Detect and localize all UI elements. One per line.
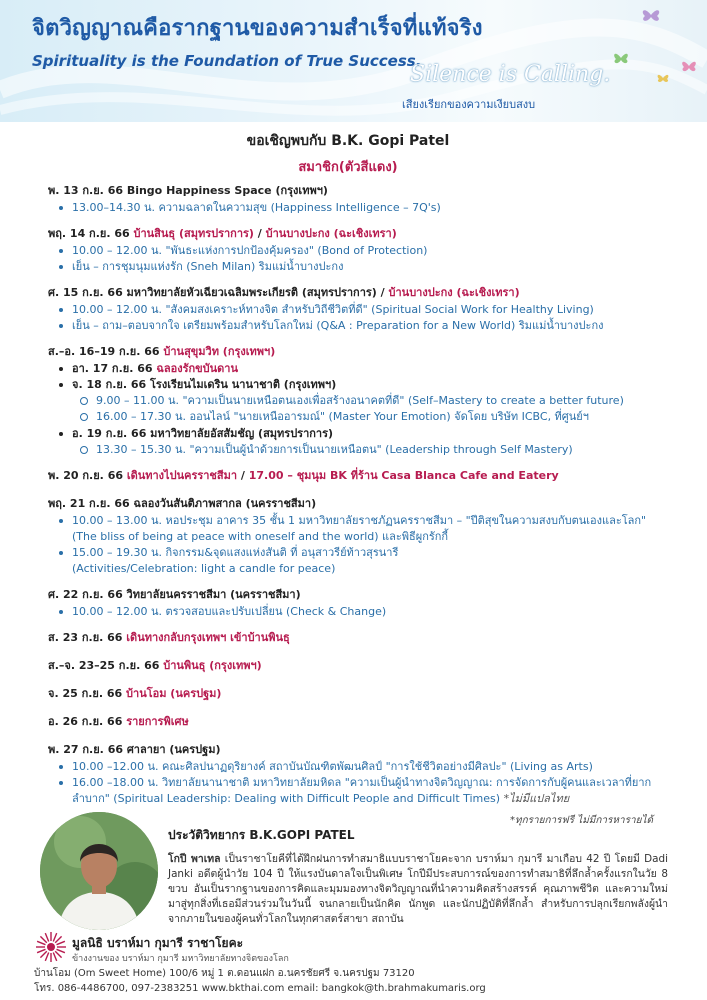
butterfly-icon	[640, 6, 662, 24]
no-translation-note: *ไม่มีแปลไทย	[503, 792, 570, 805]
header-banner	[0, 0, 707, 122]
day-location-member: บ้านโอม (นครปฐม)	[126, 687, 222, 700]
event-item: 10.00 – 12.00 น. ตรวจสอบและปรับเปลี่ยน (Check & Change)	[48, 604, 688, 620]
schedule-day	[48, 658, 688, 674]
event-sub-item: 9.00 – 11.00 น. "ความเป็นนายเหนือตนเองเพื่อสร้างอนาคตที่ดี" (Self–Mastery to create a better future)	[48, 393, 688, 409]
event-item: 13.00–14.30 น. ความฉลาดในความสุข (Happiness Intelligence – 7Q's)	[48, 200, 688, 216]
event-sub-item: 13.30 – 15.30 น. "ความเป็นผู้นำด้วยการเป็นนายเหนือตน" (Leadership through Self Mastery)	[48, 442, 688, 458]
bio-title: ประวัติวิทยากร B.K.GOPI PATEL	[168, 828, 355, 842]
day-date-location: ศ. 15 ก.ย. 66 มหาวิทยาลัยหัวเฉียวเฉลิมพระเกียรติ (สมุทรปราการ) /	[48, 286, 389, 299]
day-heading	[48, 658, 688, 674]
invitation-block	[48, 130, 668, 177]
speaker-portrait-image	[40, 812, 158, 930]
day-location-member: บ้านสุขุมวิท (กรุงเทพฯ)	[163, 345, 276, 358]
event-item: 10.00 – 12.00 น. "สังคมสงเคราะห์ทางจิต สำหรับวิถีชีวิตที่ดี" (Spiritual Social Work for Healthy Living)	[48, 302, 688, 318]
schedule-day	[48, 587, 688, 620]
schedule-day	[48, 183, 688, 216]
schedule-day	[48, 686, 688, 702]
organization-subtitle: ข้างงานของ บราห์มา กุมารี มหาวิทยาลัยทางจิตของโลก	[72, 954, 289, 964]
organization-name: มูลนิธิ บราห์มา กุมารี ราชาโยคะ	[72, 936, 244, 950]
event-text: 10.00 – 13.00 น. หอประชุม อาคาร 35 ชั้น 1 มหาวิทยาลัยราชภัฏนครราชสีมา – "ปีติสุขในความสงบกับตนเองและโลก"	[72, 514, 647, 527]
day-travel-member: เดินทางไปนครราชสีมา	[126, 469, 238, 482]
event-item	[48, 513, 688, 545]
day-location-member: บ้านสินธุ (สมุทรปราการ)	[133, 227, 254, 240]
bio-paragraph: เป็นราชาโยคีที่ได้ฝึกฝนการทำสมาธิแบบราชาโยคะจาก บราห์มา กุมารี มาเกือบ 42 ปี โดยมี Dadi Janki อดีตผู้นำวัย 104 ปี ให้แรงบันดาลใจเป็นพิเศษ โกปีมีประสบการณ์ของการทำสมาธิที่ลึกล้ำครั้งแรกในวัย 8 ขวบ อันเป็นรากฐานของการคิดและมุมมองทางจิตวิญญาณที่นำความคิดสร้างสรรค์ คุณภาพชีวิต และความใหม่มาสู่ทุกสิ่งที่เธอมีส่วนร่วมในวันนี้ จนกลายเป็นนักคิด นักพูด และนักปฏิบัติที่ลึกล้ำ สำหรับการปลุกเรียกพลังผู้นำจากภายในของผู้คนทั่วโลกในทุกศาสตร์สาขา สถาบัน	[168, 853, 669, 925]
day-heading	[48, 285, 688, 301]
schedule-day	[48, 468, 688, 484]
day-heading: พฤ. 21 ก.ย. 66 ฉลองวันสันติภาพสากล (นครราชสีมา)	[48, 497, 317, 510]
contact-line: โทร. 086-4486700, 097-2383251 www.bkthai.com email: bangkok@th.brahmakumaris.org	[34, 983, 486, 994]
schedule-day	[48, 496, 688, 577]
event-item	[48, 545, 688, 577]
tagline-english: Silence is Calling.	[410, 62, 611, 87]
event-item: เย็น – ถาม–ตอบจากใจ เตรียมพร้อมสำหรับโลกใหม่ (Q&A : Preparation for a New World) ริมแม่น้ำบางปะกง	[48, 318, 688, 334]
sub-day-item: จ. 18 ก.ย. 66 โรงเรียนไมเดริน นานาชาติ (กรุงเทพฯ)	[48, 377, 688, 393]
sub-day-item	[48, 361, 688, 377]
brahma-kumaris-logo-icon	[34, 930, 68, 964]
day-heading	[48, 686, 688, 702]
speaker-photo	[40, 812, 158, 930]
tagline-thai: เสียงเรียกของความเงียบสงบ	[402, 98, 536, 111]
day-heading	[48, 468, 688, 484]
day-date: ส.–จ. 23–25 ก.ย. 66	[48, 659, 164, 672]
day-heading	[48, 630, 688, 646]
schedule-day	[48, 630, 688, 646]
event-text-continued: (The bliss of being at peace with oneself and the world) และพิธีผูกรักกี้	[72, 530, 449, 543]
day-date: ส. 23 ก.ย. 66	[48, 631, 127, 644]
event-text: 16.00 –18.00 น. วิทยาลัยนานาชาติ มหาวิทยาลัยมหิดล "ความเป็นผู้นำทางจิตวิญญาณ: การจัดการกับผู้คนและเวลาที่ยาก	[72, 776, 652, 789]
schedule-day	[48, 742, 688, 807]
event-text-continued	[72, 791, 688, 807]
butterfly-icon	[680, 58, 698, 74]
bio-text	[168, 852, 668, 927]
day-location-member: บ้านบางปะกง (ฉะเชิงเทรา)	[265, 227, 397, 240]
schedule-day	[48, 344, 688, 458]
event-sub-item: 16.00 – 17.30 น. ออนไลน์ "นายเหนืออารมณ์" (Master Your Emotion) จัดโดย บริษัท ICBC, ที่ศูนย์ฯ	[48, 409, 688, 425]
invitation-subtitle: สมาชิก(ตัวสีแดง)	[298, 160, 398, 175]
day-date: ส.–อ. 16–19 ก.ย. 66	[48, 345, 164, 358]
event-item	[48, 775, 688, 807]
address-line: บ้านโอม (Om Sweet Home) 100/6 หมู่ 1 ต.ดอนแฝก อ.นครชัยศรี จ.นครปฐม 73120	[34, 968, 415, 979]
day-date: อ. 26 ก.ย. 66	[48, 715, 127, 728]
day-heading: พ. 27 ก.ย. 66 ศาลายา (นครปฐม)	[48, 743, 221, 756]
day-heading: ศ. 22 ก.ย. 66 วิทยาลัยนครราชสีมา (นครราชสีมา)	[48, 588, 301, 601]
separator: /	[237, 469, 249, 482]
day-location-member: บ้านพินธุ (กรุงเทพฯ)	[163, 659, 262, 672]
sub-day-date: อา. 17 ก.ย. 66	[72, 362, 157, 375]
day-date: พฤ. 14 ก.ย. 66	[48, 227, 134, 240]
butterfly-icon	[656, 72, 670, 84]
day-travel-member: เดินทางกลับกรุงเทพฯ เข้าบ้านพินธุ	[126, 631, 290, 644]
contact-block	[34, 966, 486, 996]
day-heading	[48, 714, 688, 730]
day-date: จ. 25 ก.ย. 66	[48, 687, 127, 700]
day-date: พ. 20 ก.ย. 66	[48, 469, 127, 482]
header-title-english: Spirituality is the Foundation of True Success.	[32, 52, 422, 70]
sub-day-event-member: ฉลองรักขบันดาน	[156, 362, 238, 375]
day-heading: พ. 13 ก.ย. 66 Bingo Happiness Space (กรุงเทพฯ)	[48, 184, 328, 197]
schedule-day	[48, 226, 688, 275]
event-item: เย็น – การชุมนุมแห่งรัก (Sneh Milan) ริมแม่น้ำบางปะกง	[48, 259, 688, 275]
speaker-name: โกปี พาเทล	[168, 853, 221, 865]
event-text: 15.00 – 19.30 น. กิจกรรม&จุดแสงแห่งสันติ ที่ อนุสาวรีย์ท้าวสุรนารี	[72, 546, 399, 559]
header-title-thai: จิตวิญญาณคือรากฐานของความสำเร็จที่แท้จริง	[32, 16, 483, 41]
day-location-member: บ้านบางปะกง (ฉะเชิงเทรา)	[388, 286, 520, 299]
sub-day-item: อ. 19 ก.ย. 66 มหาวิทยาลัยอัสสัมชัญ (สมุทรปราการ)	[48, 426, 688, 442]
day-event-member: 17.00 – ชุมนุม BK ที่ร้าน Casa Blanca Cafe and Eatery	[248, 469, 559, 482]
event-schedule	[48, 183, 688, 817]
day-special-member: รายการพิเศษ	[126, 715, 189, 728]
separator: /	[253, 227, 266, 240]
free-admission-note: *ทุกรายการฟรี ไม่มีการหารายได้	[510, 815, 653, 826]
event-item: 10.00 –12.00 น. คณะศิลปนาฏดุริยางค์ สถาบันบัณฑิตพัฒนศิลป์ "การใช้ชีวิตอย่างมีศิลปะ" (Living as Arts)	[48, 759, 688, 775]
invitation-title: ขอเชิญพบกับ B.K. Gopi Patel	[246, 133, 450, 149]
event-text-continued: (Activities/Celebration: light a candle for peace)	[72, 562, 336, 575]
schedule-day	[48, 714, 688, 730]
event-text-english: ลำบาก" (Spiritual Leadership: Dealing with Difficult People and Difficult Times)	[72, 792, 504, 805]
butterfly-icon	[612, 50, 630, 66]
event-item: 10.00 – 12.00 น. "พันธะแห่งการปกป้องคุ้มครอง" (Bond of Protection)	[48, 243, 688, 259]
day-heading	[48, 226, 688, 242]
schedule-day	[48, 285, 688, 334]
day-heading	[48, 344, 688, 360]
